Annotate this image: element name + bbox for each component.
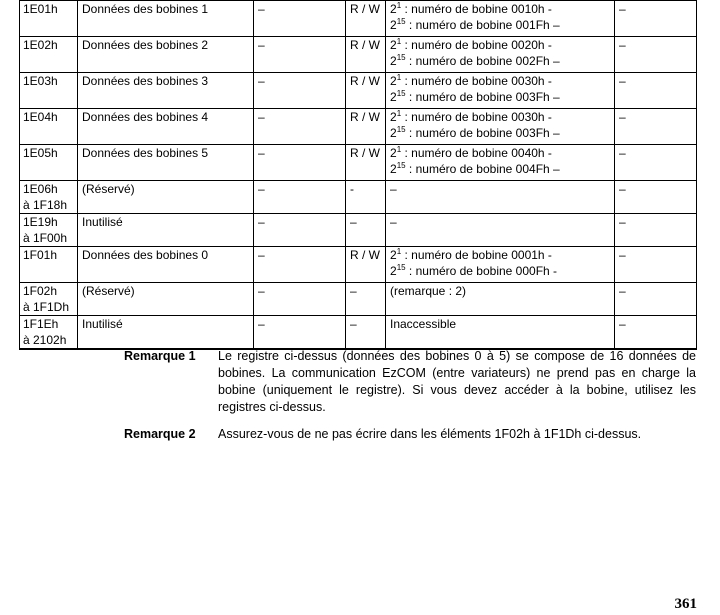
name-cell: Données des bobines 2 [78, 37, 254, 73]
name-cell: (Réservé) [78, 283, 254, 316]
address-cell [20, 109, 78, 145]
address-cell [20, 73, 78, 109]
remark-cell: – [615, 316, 697, 350]
description-cell: (remarque : 2) [386, 283, 615, 316]
description-line: $2^{15}$ : numéro de bobine 003Fh – [390, 125, 560, 140]
register-table [19, 0, 697, 350]
value-cell: – [254, 283, 346, 316]
description-cell [386, 37, 615, 73]
table-row [20, 181, 697, 214]
value-cell: – [254, 214, 346, 247]
access-cell: R / W [346, 247, 386, 283]
access-cell: R / W [346, 109, 386, 145]
name-cell: Données des bobines 1 [78, 1, 254, 37]
address-line: 1F01h [23, 248, 58, 262]
note-1-label: Remarque 1 [124, 349, 196, 363]
address-line: 1E02h [23, 38, 58, 52]
address-cell [20, 1, 78, 37]
name-cell: Données des bobines 0 [78, 247, 254, 283]
table-row [20, 109, 697, 145]
description-line: $2^{15}$ : numéro de bobine 000Fh - [390, 263, 558, 278]
value-cell: – [254, 1, 346, 37]
note-2-label: Remarque 2 [124, 427, 196, 441]
address-line: 1F02h [23, 284, 58, 298]
description-line: $2^{15}$ : numéro de bobine 004Fh – [390, 161, 560, 176]
description-cell: Inaccessible [386, 316, 615, 350]
description-line: $2^1$ : numéro de bobine 0030h - [390, 73, 552, 88]
address-line: 1E19h [23, 215, 58, 229]
address-cell [20, 145, 78, 181]
name-cell: Inutilisé [78, 214, 254, 247]
description-line: $2^1$ : numéro de bobine 0010h - [390, 1, 552, 16]
remark-cell: – [615, 214, 697, 247]
address-line: à 1F1Dh [23, 300, 70, 314]
table-row [20, 214, 697, 247]
description-cell [386, 247, 615, 283]
address-line: 1E03h [23, 74, 58, 88]
access-cell: – [346, 316, 386, 350]
table-row [20, 316, 697, 350]
address-cell [20, 37, 78, 73]
address-line: 1E01h [23, 2, 58, 16]
table-row [20, 73, 697, 109]
name-cell: (Réservé) [78, 181, 254, 214]
address-line: 1E04h [23, 110, 58, 124]
table-row [20, 247, 697, 283]
address-line: 1E06h [23, 182, 58, 196]
note-1-text: Le registre ci-dessus (données des bobines 0 à 5) se compose de 16 données de bobines. La communication EzCOM (entre variateurs) ne prend pas en charge la bobine (uniquement le registre). Si vous devez accéder à la bobine, utilisez les registres ci-dessus. [218, 349, 696, 414]
access-cell: - [346, 181, 386, 214]
access-cell: R / W [346, 73, 386, 109]
value-cell: – [254, 181, 346, 214]
name-cell: Inutilisé [78, 316, 254, 350]
description-line: $2^1$ : numéro de bobine 0040h - [390, 145, 552, 160]
address-line: 1F1Eh [23, 317, 59, 331]
value-cell: – [254, 109, 346, 145]
description-line: $2^1$ : numéro de bobine 0030h - [390, 109, 552, 124]
value-cell: – [254, 247, 346, 283]
access-cell: R / W [346, 37, 386, 73]
access-cell: – [346, 283, 386, 316]
description-line: $2^1$ : numéro de bobine 0001h - [390, 247, 552, 262]
table-row [20, 145, 697, 181]
address-cell [20, 214, 78, 247]
note-2-text: Assurez-vous de ne pas écrire dans les éléments 1F02h à 1F1Dh ci-dessus. [218, 427, 642, 441]
access-cell: R / W [346, 145, 386, 181]
remark-cell: – [615, 1, 697, 37]
description-cell [386, 145, 615, 181]
description-cell [386, 73, 615, 109]
address-line: à 2102h [23, 333, 67, 347]
name-cell: Données des bobines 4 [78, 109, 254, 145]
address-line: 1E05h [23, 146, 58, 160]
value-cell: – [254, 145, 346, 181]
address-cell [20, 247, 78, 283]
description-line: $2^{15}$ : numéro de bobine 002Fh – [390, 53, 560, 68]
remark-cell: – [615, 283, 697, 316]
access-cell: R / W [346, 1, 386, 37]
description-line: $2^1$ : numéro de bobine 0020h - [390, 37, 552, 52]
description-cell [386, 109, 615, 145]
remark-cell: – [615, 109, 697, 145]
address-cell [20, 181, 78, 214]
description-cell: – [386, 214, 615, 247]
address-line: à 1F18h [23, 198, 68, 212]
address-cell [20, 316, 78, 350]
description-cell [386, 1, 615, 37]
value-cell: – [254, 73, 346, 109]
remark-cell: – [615, 247, 697, 283]
name-cell: Données des bobines 5 [78, 145, 254, 181]
remark-cell: – [615, 73, 697, 109]
description-line: $2^{15}$ : numéro de bobine 003Fh – [390, 89, 560, 104]
name-cell: Données des bobines 3 [78, 73, 254, 109]
page-number: 361 [674, 596, 697, 612]
remark-cell: – [615, 37, 697, 73]
value-cell: – [254, 37, 346, 73]
address-cell [20, 283, 78, 316]
table-row [20, 283, 697, 316]
value-cell: – [254, 316, 346, 350]
table-row [20, 1, 697, 37]
description-line: $2^{15}$ : numéro de bobine 001Fh – [390, 17, 560, 32]
remark-cell: – [615, 145, 697, 181]
access-cell: – [346, 214, 386, 247]
remark-cell: – [615, 181, 697, 214]
description-cell: – [386, 181, 615, 214]
table-row [20, 37, 697, 73]
address-line: à 1F00h [23, 231, 68, 245]
